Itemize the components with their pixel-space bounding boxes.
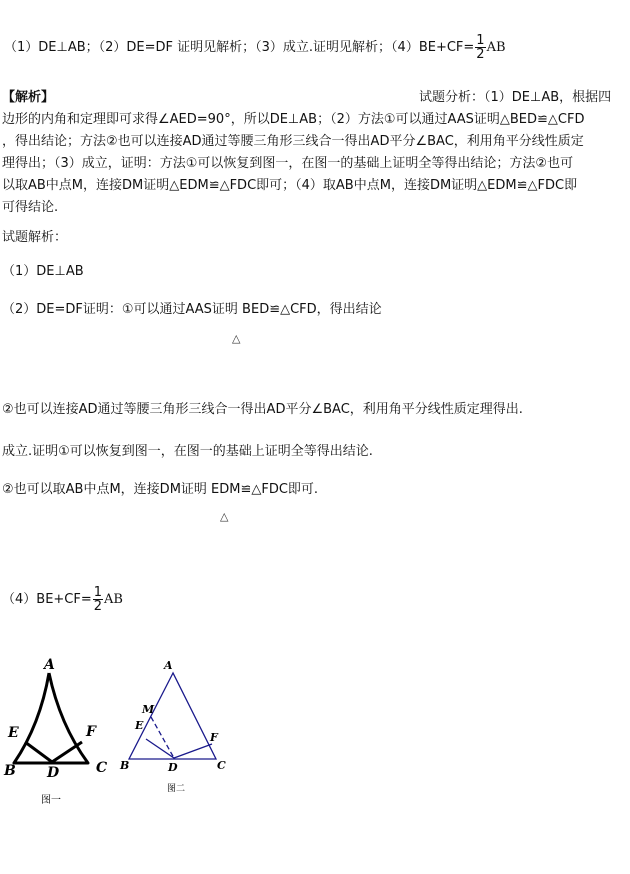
figure-2-segments — [146, 739, 212, 758]
fig2-label-A: A — [164, 659, 173, 672]
solution-heading: 试题解析： — [2, 230, 68, 245]
analysis-line-3: ，得出结论；方法②也可以连接AD通过等腰三角形三线合一得出AD平分∠BAC，利用角平分线性质定 — [2, 134, 584, 149]
solution-part-2b: ②也可以连接AD通过等腰三角形三线合一得出AD平分∠BAC，利用角平分线性质定理得出. — [2, 402, 523, 417]
analysis-line-6: 可得结论. — [2, 200, 59, 215]
figure-2 — [118, 655, 233, 805]
answer-end: AB — [486, 40, 506, 55]
figure-2-dashed-dm — [151, 717, 174, 758]
fig1-label-D: D — [47, 765, 60, 781]
triangle-symbol-1: △ — [232, 332, 241, 345]
fig2-label-M: M — [142, 703, 155, 716]
answer-fraction: $\frac{1}{2}$ — [476, 33, 485, 62]
solution-part-4-end: AB — [104, 592, 123, 607]
solution-part-2: （2）DE=DF证明：①可以通过AAS证明 BED≌△CFD，得出结论 — [2, 302, 382, 317]
fig2-label-C: C — [217, 759, 226, 772]
solution-part-4-fraction: $\frac{1}{2}$ — [93, 585, 103, 614]
fig2-label-D: D — [168, 761, 178, 774]
fig2-caption: 图二 — [167, 784, 186, 794]
figure-1 — [0, 655, 120, 810]
figure-2-lines — [129, 673, 216, 759]
analysis-heading: 【解析】 — [2, 90, 55, 105]
fig2-label-E: E — [135, 719, 144, 732]
fig1-label-A: A — [44, 657, 55, 673]
analysis-line-2: 边形的内角和定理即可求得∠AED=90°，所以DE⊥AB；（2）方法①可以通过AAS证明△BED≌△CFD — [2, 112, 585, 127]
triangle-symbol-2: △ — [220, 510, 229, 523]
solution-part-4 — [2, 586, 123, 613]
fig1-label-B: B — [4, 763, 16, 779]
solution-part-3b: ②也可以取AB中点M，连接DM证明 EDM≌△FDC即可. — [2, 482, 319, 497]
fig1-label-F: F — [86, 724, 96, 740]
fig1-label-E: E — [8, 725, 19, 741]
solution-part-1: （1）DE⊥AB — [2, 264, 84, 279]
analysis-lead: 试题分析：（1）DE⊥AB，根据四 — [419, 90, 612, 105]
answer-line — [4, 34, 506, 61]
solution-part-4-text: （4）BE+CF= — [2, 592, 92, 607]
figure-1-segments — [25, 742, 82, 762]
fig2-label-B: B — [120, 759, 130, 772]
figure-1-triangle — [14, 673, 88, 763]
figure-2-triangle — [129, 673, 216, 759]
solution-part-3: 成立.证明①可以恢复到图一，在图一的基础上证明全等得出结论. — [2, 444, 373, 459]
figure-1-lines — [14, 673, 88, 763]
fig1-caption: 图一 — [41, 795, 61, 806]
fig1-label-C: C — [96, 760, 108, 776]
analysis-line-5: 以取AB中点M，连接DM证明△EDM≌△FDC即可；（4）取AB中点M，连接DM证明△EDM≌△FDC即 — [2, 178, 578, 193]
answer-text: （1）DE⊥AB；（2）DE=DF 证明见解析；（3）成立.证明见解析；（4）BE+CF= — [4, 40, 475, 55]
fig2-label-F: F — [210, 731, 218, 744]
analysis-line-4: 理得出；（3）成立，证明：方法①可以恢复到图一，在图一的基础上证明全等得出结论；方法②也可 — [2, 156, 574, 171]
